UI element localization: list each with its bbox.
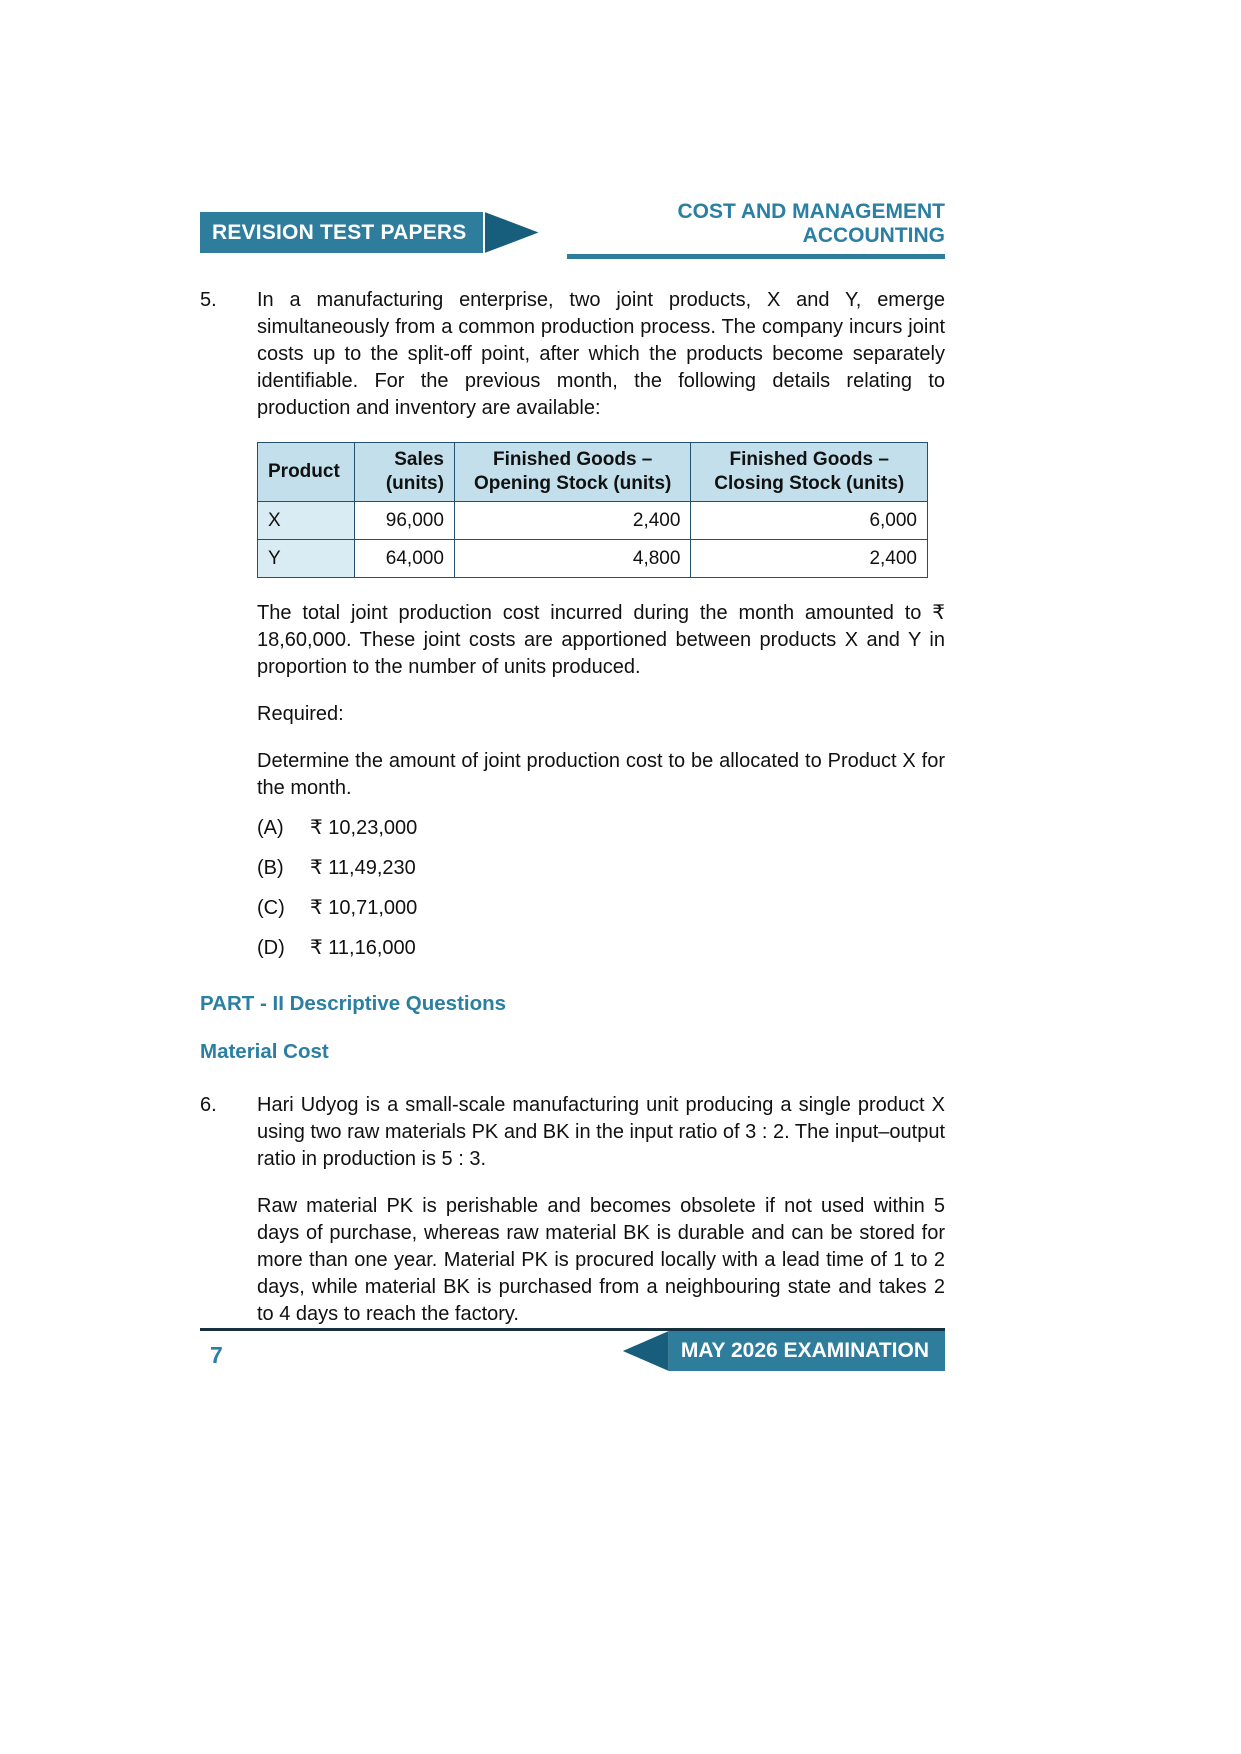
q5-option-b-label: (B) <box>257 857 284 879</box>
q5-row2-product: Y <box>258 540 355 578</box>
q5-col-header-opening-line1: Finished Goods – <box>492 449 653 470</box>
q5-option-a-label: (A) <box>257 817 284 839</box>
q5-col-header-closing-line1: Finished Goods – <box>729 449 889 470</box>
footer-banner <box>623 1331 945 1371</box>
q5-row2-closing: 2,400 <box>691 540 928 578</box>
question-6-para1: Hari Udyog is a small-scale manufacturing unit producing a single product X using two raw materials PK and BK in the input ratio of 3 : 2. The input–output ratio in production is 5 : 3. <box>257 1094 945 1170</box>
material-cost-heading: Material Cost <box>200 1040 329 1063</box>
question-5 <box>200 287 945 962</box>
q5-option-d-label: (D) <box>257 937 285 959</box>
page-number: 7 <box>210 1342 223 1368</box>
question-5-intro: In a manufacturing enterprise, two joint products, X and Y, emerge simultaneously from a common production process. The company incurs joint costs up to the split-off point, after which the products become separately identifiable. For the previous month, the following details relating to production and inventory are available: <box>257 289 945 419</box>
q5-table-head <box>258 443 928 502</box>
page-content <box>200 200 945 1328</box>
question-5-body <box>257 287 945 962</box>
question-6 <box>200 1092 945 1328</box>
q5-col-header-closing <box>691 443 928 502</box>
footer-banner-label: MAY 2026 EXAMINATION <box>680 1339 929 1362</box>
q5-row1-closing: 6,000 <box>691 502 928 540</box>
q5-data-table <box>257 442 928 578</box>
q5-table-header-row <box>258 443 928 502</box>
q5-col-header-sales-line2: (units) <box>385 473 444 494</box>
page-header <box>200 200 945 259</box>
q5-option-a <box>257 815 945 842</box>
question-6-body <box>257 1092 945 1328</box>
page-title: COST AND MANAGEMENT ACCOUNTING <box>677 200 945 247</box>
q5-row2-sales: 64,000 <box>354 540 454 578</box>
q5-option-d <box>257 935 945 962</box>
q5-options <box>257 815 945 962</box>
table-row <box>258 540 928 578</box>
q5-col-header-sales <box>354 443 454 502</box>
q5-option-c <box>257 895 945 922</box>
q5-option-c-value: ₹ 10,71,000 <box>310 897 418 919</box>
q5-option-b-value: ₹ 11,49,230 <box>310 857 416 879</box>
q5-row1-opening: 2,400 <box>454 502 691 540</box>
q5-option-d-value: ₹ 11,16,000 <box>310 937 416 959</box>
q5-option-b <box>257 855 945 882</box>
page-footer <box>200 1328 945 1388</box>
footer-banner-box <box>669 1331 945 1371</box>
q5-row1-product: X <box>258 502 355 540</box>
table-row <box>258 502 928 540</box>
header-banner-box <box>200 212 483 253</box>
question-6-number: 6. <box>200 1094 217 1116</box>
q5-col-header-sales-line1: Sales <box>394 449 444 470</box>
q5-col-header-closing-line2: Closing Stock (units) <box>714 473 905 494</box>
q5-col-header-opening <box>454 443 691 502</box>
q5-cost-paragraph: The total joint production cost incurred during the month amounted to ₹ 18,60,000. These joint costs are apportioned between products X and Y in proportion to the number of units produced. <box>257 602 945 678</box>
q5-row2-opening: 4,800 <box>454 540 691 578</box>
q5-required-label: Required: <box>257 703 344 725</box>
header-banner-label: REVISION TEST PAPERS <box>212 220 467 244</box>
part2-heading: PART - II Descriptive Questions <box>200 992 507 1015</box>
question-6-para2: Raw material PK is perishable and becomes obsolete if not used within 5 days of purchase, whereas raw material BK is durable and can be stored for more than one year. Material PK is procured locally with a lead time of 1 to 2 days, while material BK is purchased from a neighbouring state and takes 2 to 4 days to reach the factory. <box>257 1195 945 1325</box>
q5-required-text: Determine the amount of joint production cost to be allocated to Product X for the month. <box>257 750 945 799</box>
header-banner-arrow-icon <box>485 212 539 253</box>
header-banner <box>200 212 539 253</box>
q5-option-c-label: (C) <box>257 897 285 919</box>
header-title-box <box>567 200 946 259</box>
q5-option-a-value: ₹ 10,23,000 <box>310 817 418 839</box>
q5-table-body <box>258 502 928 578</box>
q5-col-header-product <box>258 443 355 502</box>
q5-col-header-opening-line2: Opening Stock (units) <box>473 473 672 494</box>
q5-col-header-product-label: Product <box>268 461 340 482</box>
footer-banner-arrow-icon <box>623 1331 669 1371</box>
question-5-number: 5. <box>200 289 217 311</box>
q5-row1-sales: 96,000 <box>354 502 454 540</box>
